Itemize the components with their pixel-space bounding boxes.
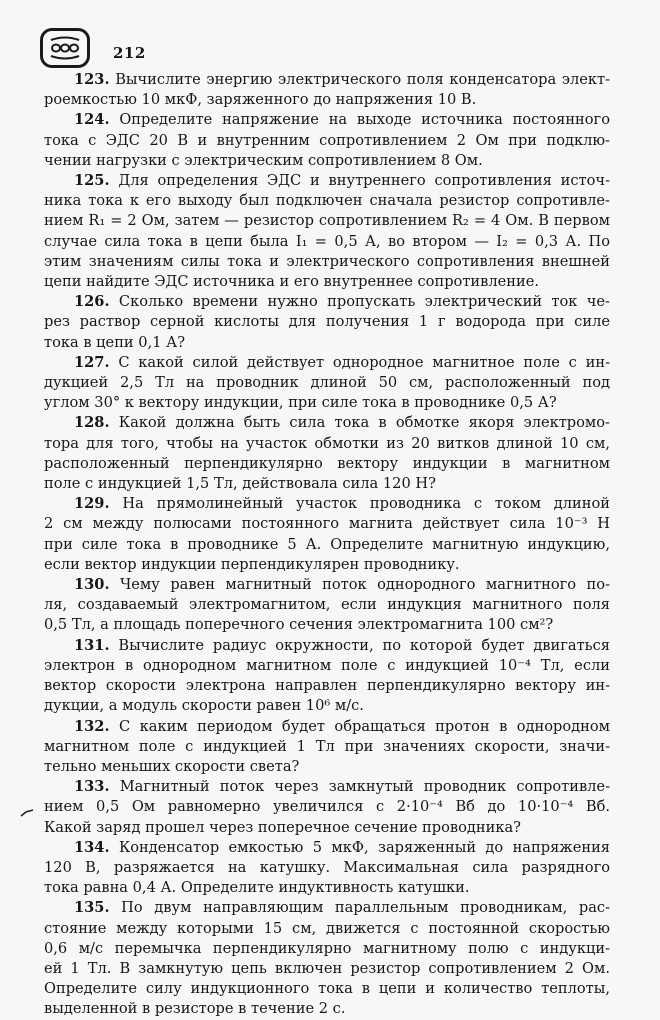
problem-number: 130.: [74, 576, 110, 594]
problem-123: [44, 70, 610, 110]
problem-line: [44, 696, 610, 716]
problem-number: 134.: [74, 838, 110, 856]
problem-line: [44, 979, 610, 999]
problem-line: [44, 312, 610, 332]
problem-text: цепи найдите ЭДС источника и его внутреннее сопротивление.: [44, 273, 539, 291]
problem-line: [44, 494, 610, 514]
book-series-logo-icon: [40, 28, 90, 68]
problem-text: электрон в однородном магнитном поле с индукцией 10⁻⁴ Тл, если: [44, 656, 610, 674]
problem-text: дукции, а модуль скорости равен 10⁶ м/с.: [44, 697, 364, 715]
problem-text: Магнитный поток через замкнутый проводник сопротивле-: [119, 778, 611, 796]
problem-line: [44, 898, 610, 918]
problem-text: чении нагрузки с электрическим сопротивлением 8 Ом.: [44, 151, 483, 169]
problem-text: роемкостью 10 мкФ, заряженного до напряжения 10 В.: [44, 91, 477, 109]
problem-line: [44, 615, 610, 635]
problem-text: На прямолинейный участок проводника с током длиной: [122, 495, 611, 513]
problem-text: выделенной в резисторе в течение 2 с.: [44, 1000, 346, 1018]
problem-line: [44, 999, 610, 1019]
problem-line: [44, 131, 610, 151]
problem-line: [44, 535, 610, 555]
problem-133: [44, 777, 610, 838]
problem-line: [44, 70, 610, 90]
problem-text: По двум направляющим параллельным проводникам, рас-: [121, 899, 610, 917]
problem-text: тельно меньших скорости света?: [44, 757, 300, 775]
problem-text: случае сила тока в цепи была I₁ = 0,5 А, во втором — I₂ = 0,3 А. По: [44, 232, 610, 250]
problem-text: тока в цепи 0,1 А?: [44, 333, 186, 351]
problem-line: [44, 555, 610, 575]
problem-number: 131.: [74, 636, 110, 654]
problem-line: [44, 777, 610, 797]
problem-text: Какой заряд прошел через поперечное сечение проводника?: [44, 818, 521, 836]
problem-line: [44, 90, 610, 110]
problem-line: [44, 757, 610, 777]
problem-text: С какой силой действует однородное магнитное поле с ин-: [118, 353, 610, 371]
problem-line: [44, 191, 610, 211]
problem-line: [44, 292, 610, 312]
problem-text: углом 30° к вектору индукции, при силе тока в проводнике 0,5 А?: [44, 394, 557, 412]
problem-text: рез раствор серной кислоты для получения 1 г водорода при силе: [44, 313, 610, 331]
problem-number: 126.: [74, 293, 110, 311]
problem-129: [44, 494, 610, 575]
problem-text: 0,6 м/с перемычка перпендикулярно магнитному полю с индукци-: [44, 939, 610, 957]
problem-text: расположенный перпендикулярно вектору индукции в магнитном: [44, 454, 610, 472]
problem-line: [44, 454, 610, 474]
problem-line: [44, 737, 610, 757]
problem-line: [44, 413, 610, 433]
problem-128: [44, 413, 610, 494]
problem-131: [44, 636, 610, 717]
problem-132: [44, 717, 610, 778]
problem-line: [44, 676, 610, 696]
problem-line: [44, 232, 610, 252]
problem-line: [44, 595, 610, 615]
problem-text: 0,5 Тл, а площадь поперечного сечения электромагнита 100 см²?: [44, 616, 554, 634]
problem-line: [44, 858, 610, 878]
problem-124: [44, 110, 610, 171]
problem-line: [44, 272, 610, 292]
problem-127: [44, 353, 610, 414]
problem-text: Вычислите энергию электрического поля конденсатора элект-: [115, 71, 610, 88]
problem-text: Какой должна быть сила тока в обмотке якоря электромо-: [118, 414, 610, 432]
pencil-check-mark-icon: [20, 809, 34, 817]
problem-text: С каким периодом будет обращаться протон в однородном: [119, 717, 611, 735]
problem-line: [44, 434, 610, 454]
problem-text: этим значениям силы тока и электрического сопротивления внешней: [44, 252, 610, 270]
problem-text: магнитном поле с индукцией 1 Тл при значениях скорости, значи-: [44, 737, 610, 755]
problem-text: 120 В, разряжается на катушку. Максимальная сила разрядного: [44, 858, 610, 876]
problem-number: 133.: [74, 778, 110, 796]
problem-text: Определите напряжение на выходе источника постоянного: [119, 111, 610, 129]
problem-125: [44, 171, 610, 292]
problem-line: [44, 333, 610, 353]
problem-line: [44, 717, 610, 737]
problem-130: [44, 575, 610, 636]
problem-text: Конденсатор емкостью 5 мкФ, заряженный до напряжения: [118, 838, 611, 856]
problem-line: [44, 878, 610, 898]
problem-list: [44, 70, 610, 1020]
problem-line: [44, 474, 610, 494]
problem-line: [44, 919, 610, 939]
problem-line: [44, 797, 610, 817]
logo-emblem-icon: [48, 34, 82, 62]
problem-text: Вычислите радиус окружности, по которой будет двигаться: [118, 636, 610, 654]
problem-text: тока с ЭДС 20 В и внутренним сопротивлением 2 Ом при подклю-: [44, 131, 610, 149]
problem-text: при силе тока в проводнике 5 А. Определите магнитную индукцию,: [44, 535, 610, 553]
problem-126: [44, 292, 610, 353]
problem-line: [44, 110, 610, 130]
problem-text: ля, создаваемый электромагнитом, если индукция магнитного поля: [44, 596, 610, 614]
problem-line: [44, 353, 610, 373]
problem-135: [44, 898, 610, 1019]
problem-text: 2 см между полюсами постоянного магнита действует сила 10⁻³ Н: [44, 515, 610, 533]
problem-text: вектор скорости электрона направлен перпендикулярно вектору ин-: [44, 677, 610, 695]
problem-line: [44, 171, 610, 191]
problem-number: 132.: [74, 717, 110, 735]
problem-text: Сколько времени нужно пропускать электрический ток че-: [118, 293, 610, 311]
problem-line: [44, 252, 610, 272]
problem-line: [44, 939, 610, 959]
problem-line: [44, 514, 610, 534]
problem-text: если вектор индукции перпендикулярен проводнику.: [44, 555, 460, 573]
page-number: 212: [113, 44, 146, 62]
problem-text: ника тока к его выходу был подключен сначала резистор сопротивле-: [44, 192, 610, 210]
problem-line: [44, 818, 610, 838]
problem-text: нием R₁ = 2 Ом, затем — резистор сопротивлением R₂ = 4 Ом. В первом: [44, 212, 610, 230]
problem-number: 128.: [74, 414, 110, 432]
problem-line: [44, 575, 610, 595]
problem-line: [44, 151, 610, 171]
problem-line: [44, 636, 610, 656]
problem-text: тора для того, чтобы на участок обмотки из 20 витков длиной 10 см,: [44, 434, 610, 452]
problem-line: [44, 393, 610, 413]
problem-line: [44, 656, 610, 676]
problem-text: поле с индукцией 1,5 Тл, действовала сила 120 Н?: [44, 475, 436, 493]
problem-line: [44, 373, 610, 393]
problem-number: 124.: [74, 111, 110, 129]
problem-number: 127.: [74, 353, 110, 371]
problem-text: нием 0,5 Ом равномерно увеличился с 2·10⁻⁴ Вб до 10·10⁻⁴ Вб.: [44, 798, 610, 816]
problem-number: 135.: [74, 899, 110, 917]
problem-number: 129.: [74, 495, 110, 513]
problem-text: дукцией 2,5 Тл на проводник длиной 50 см, расположенный под: [44, 374, 610, 392]
problem-number: 123.: [74, 71, 110, 88]
problem-text: Чему равен магнитный поток однородного магнитного по-: [120, 576, 611, 594]
problem-text: ей 1 Тл. В замкнутую цепь включен резистор сопротивлением 2 Ом.: [44, 959, 610, 977]
problem-line: [44, 838, 610, 858]
problem-text: Для определения ЭДС и внутреннего сопротивления источ-: [118, 172, 610, 190]
problem-line: [44, 211, 610, 231]
problem-number: 125.: [74, 172, 110, 190]
problem-text: тока равна 0,4 А. Определите индуктивность катушки.: [44, 879, 470, 897]
problem-134: [44, 838, 610, 899]
problem-text: стояние между которыми 15 см, движется с постоянной скоростью: [44, 919, 610, 937]
problem-text: Определите силу индукционного тока в цепи и количество теплоты,: [44, 980, 610, 998]
problem-line: [44, 959, 610, 979]
